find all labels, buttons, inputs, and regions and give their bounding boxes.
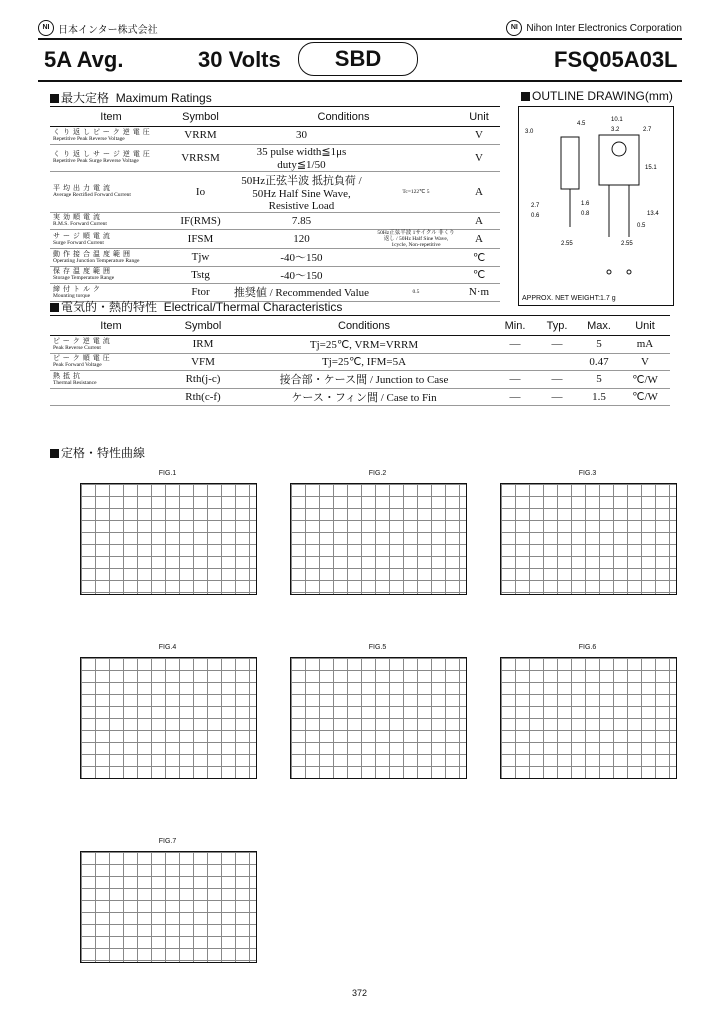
condition-cell: 7.85 bbox=[229, 212, 374, 230]
figure-label: FIG.3 bbox=[578, 470, 597, 477]
pin-symbol bbox=[607, 270, 611, 274]
item-cell: ピーク順電圧 Peak Forward Voltage bbox=[50, 353, 172, 371]
condition-cell: Tj=25℃, VRM=VRRM bbox=[234, 336, 494, 354]
characteristic-figure bbox=[500, 470, 675, 600]
company-logo-en bbox=[506, 20, 682, 36]
unit-cell: A bbox=[458, 212, 500, 230]
max-ratings-table bbox=[50, 106, 500, 302]
symbol-cell: IF(RMS) bbox=[172, 212, 229, 230]
dim-label: 2.55 bbox=[621, 241, 633, 247]
table-row bbox=[50, 353, 670, 371]
package-outline-svg bbox=[519, 107, 673, 297]
dim-label: 0.6 bbox=[531, 213, 540, 219]
typ-cell: — bbox=[536, 371, 578, 389]
table-row bbox=[50, 266, 500, 284]
figure-plot bbox=[80, 851, 257, 963]
header-rule-bottom bbox=[38, 80, 682, 82]
symbol-cell: IRM bbox=[172, 336, 234, 354]
item-cell: くり返しサージ逆電圧 Repetitive Peak Surge Reverse Voltage bbox=[50, 144, 172, 171]
figure-plot bbox=[80, 483, 257, 595]
typ-cell: — bbox=[536, 388, 578, 406]
page-number: 372 bbox=[352, 988, 368, 998]
value-cell: 50Hz正弦半波 1サイクル 非くり返し / 50Hz Half Sine Wave, 1cycle, Non-repetitive bbox=[374, 230, 458, 249]
outline-drawing bbox=[518, 106, 674, 306]
condition-cell: 接合部・ケース間 / Junction to Case bbox=[234, 371, 494, 389]
symbol-cell: Tjw bbox=[172, 249, 229, 267]
dim-label: 3.2 bbox=[611, 127, 620, 133]
item-cell: 平均出力電流 Average Rectified Forward Current bbox=[50, 171, 172, 212]
min-cell: — bbox=[494, 388, 536, 406]
table-row bbox=[50, 388, 670, 406]
item-cell: くり返しピーク逆電圧 Repetitive Peak Reverse Voltage bbox=[50, 127, 172, 145]
value-cell bbox=[374, 127, 458, 145]
figure-plot bbox=[500, 657, 677, 779]
unit-cell: V bbox=[620, 353, 670, 371]
condition-cell: 推奨値 / Recommended Value bbox=[229, 284, 374, 302]
table-row bbox=[50, 249, 500, 267]
table-row bbox=[50, 144, 500, 171]
figure-label: FIG.7 bbox=[158, 838, 177, 845]
unit-cell: mA bbox=[620, 336, 670, 354]
dim-label: 13.4 bbox=[647, 211, 659, 217]
value-cell: 0.5 bbox=[374, 284, 458, 302]
symbol-cell: Io bbox=[172, 171, 229, 212]
unit-cell: A bbox=[458, 230, 500, 249]
table-row bbox=[50, 171, 500, 212]
table-row bbox=[50, 212, 500, 230]
condition-cell: ケース・フィン間 / Case to Fin bbox=[234, 388, 494, 406]
unit-cell: ℃ bbox=[458, 266, 500, 284]
symbol-cell: Rth(c-f) bbox=[172, 388, 234, 406]
item-cell: 締付トルク Mounting torque bbox=[50, 284, 172, 302]
dim-label: 3.0 bbox=[525, 129, 534, 135]
symbol-cell: Ftor bbox=[172, 284, 229, 302]
item-cell: ピーク逆電流 Peak Reverse Current bbox=[50, 336, 172, 354]
table-row bbox=[50, 127, 500, 145]
figure-label: FIG.2 bbox=[368, 470, 387, 477]
symbol-cell: VFM bbox=[172, 353, 234, 371]
figure-plot bbox=[80, 657, 257, 779]
voltage-title: 30 Volts bbox=[198, 47, 281, 72]
dim-label: 0.8 bbox=[581, 211, 590, 217]
unit-cell: ℃/W bbox=[620, 371, 670, 389]
unit-cell: A bbox=[458, 171, 500, 212]
pin-symbol bbox=[627, 270, 631, 274]
condition-cell: 30 bbox=[229, 127, 374, 145]
symbol-cell: VRRSM bbox=[172, 144, 229, 171]
typ-cell: — bbox=[536, 336, 578, 354]
figure-plot bbox=[500, 483, 677, 595]
dim-label: 0.5 bbox=[637, 223, 646, 229]
symbol-cell: Tstg bbox=[172, 266, 229, 284]
item-cell: 保存温度範囲 Storage Temperature Range bbox=[50, 266, 172, 284]
value-cell bbox=[374, 249, 458, 267]
min-cell: — bbox=[494, 371, 536, 389]
condition-cell: 35 pulse width≦1μs duty≦1/50 bbox=[229, 144, 374, 171]
net-weight: APPROX. NET WEIGHT:1.7 g bbox=[522, 295, 616, 302]
characteristic-figure bbox=[80, 644, 255, 784]
dim-label: 1.6 bbox=[581, 201, 590, 207]
max-cell: 5 bbox=[578, 336, 620, 354]
dim-label: 2.7 bbox=[531, 203, 540, 209]
company-name-en: Nihon Inter Electronics Corporation bbox=[526, 22, 682, 34]
min-cell: — bbox=[494, 336, 536, 354]
max-cell: 5 bbox=[578, 371, 620, 389]
outline-heading: OUTLINE DRAWING(mm) bbox=[521, 89, 673, 103]
elec-heading: 電気的・熱的特性 Electrical/Thermal Characteristics bbox=[50, 298, 342, 315]
item-cell: 実効順電流 R.M.S. Forward Current bbox=[50, 212, 172, 230]
item-cell: 熱抵抗 Thermal Resistance bbox=[50, 371, 172, 389]
unit-cell: ℃/W bbox=[620, 388, 670, 406]
max-cell: 0.47 bbox=[578, 353, 620, 371]
unit-cell: V bbox=[458, 127, 500, 145]
value-cell bbox=[374, 144, 458, 171]
curves-heading: 定格・特性曲線 bbox=[50, 444, 145, 461]
value-cell bbox=[374, 212, 458, 230]
rating-title: 5A Avg. bbox=[44, 47, 124, 72]
nihon-inter-logo-icon: NI bbox=[506, 20, 522, 36]
dim-label: 15.1 bbox=[645, 165, 657, 171]
table-row bbox=[50, 336, 670, 354]
condition-cell: -40～150 bbox=[229, 266, 374, 284]
figure-plot bbox=[290, 483, 467, 595]
nihon-inter-logo-icon: NI bbox=[38, 20, 54, 36]
figure-label: FIG.4 bbox=[158, 644, 177, 651]
min-cell bbox=[494, 353, 536, 371]
figure-label: FIG.6 bbox=[578, 644, 597, 651]
characteristic-figure bbox=[80, 470, 255, 600]
characteristic-figure bbox=[500, 644, 675, 784]
table-header-row: Item Symbol Conditions Min. Typ. Max. Unit bbox=[50, 316, 670, 336]
unit-cell: N·m bbox=[458, 284, 500, 302]
header-rule-top bbox=[38, 38, 682, 40]
item-cell: 動作接合温度範囲 Operating Junction Temperature Range bbox=[50, 249, 172, 267]
unit-cell: ℃ bbox=[458, 249, 500, 267]
max-ratings-heading: 最大定格 Maximum Ratings bbox=[50, 89, 212, 106]
figure-plot bbox=[290, 657, 467, 779]
type-title: SBD bbox=[298, 42, 418, 76]
symbol-cell: IFSM bbox=[172, 230, 229, 249]
dim-label: 2.7 bbox=[643, 127, 652, 133]
unit-cell: V bbox=[458, 144, 500, 171]
symbol-cell: Rth(j-c) bbox=[172, 371, 234, 389]
figure-label: FIG.1 bbox=[158, 470, 177, 477]
item-cell bbox=[50, 388, 172, 406]
dim-label: 10.1 bbox=[611, 117, 623, 123]
symbol-cell: VRRM bbox=[172, 127, 229, 145]
condition-cell: 50Hz正弦半波 抵抗負荷 / 50Hz Half Sine Wave, Resistive Load bbox=[229, 171, 374, 212]
item-cell: サージ順電流 Surge Forward Current bbox=[50, 230, 172, 249]
mounting-hole bbox=[612, 142, 626, 156]
condition-cell: Tj=25℃, IFM=5A bbox=[234, 353, 494, 371]
value-cell bbox=[374, 266, 458, 284]
table-row bbox=[50, 230, 500, 249]
table-header-row: Item Symbol Conditions Unit bbox=[50, 107, 500, 127]
typ-cell bbox=[536, 353, 578, 371]
value-cell: Tc=122℃ 5 bbox=[374, 171, 458, 212]
section-square-icon bbox=[50, 94, 59, 103]
figure-label: FIG.5 bbox=[368, 644, 387, 651]
characteristic-figure bbox=[80, 838, 255, 968]
company-name-jp: 日本インター株式会社 bbox=[58, 24, 158, 36]
condition-cell: 120 bbox=[229, 230, 374, 249]
table-row bbox=[50, 371, 670, 389]
dim-label: 2.55 bbox=[561, 241, 573, 247]
elec-table bbox=[50, 315, 670, 406]
characteristic-figure bbox=[290, 470, 465, 600]
characteristic-figure bbox=[290, 644, 465, 784]
max-cell: 1.5 bbox=[578, 388, 620, 406]
side-view-body bbox=[561, 137, 579, 189]
company-logo-jp bbox=[38, 20, 158, 36]
dim-label: 4.5 bbox=[577, 121, 586, 127]
part-number: FSQ05A03L bbox=[554, 47, 678, 72]
condition-cell: -40～150 bbox=[229, 249, 374, 267]
